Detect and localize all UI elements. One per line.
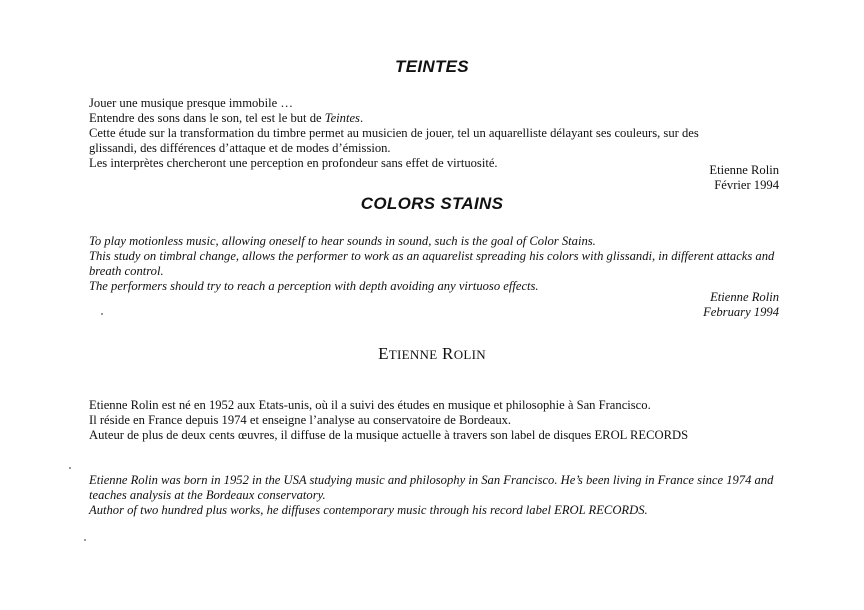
teintes-line-2 <box>89 111 779 126</box>
teintes-line-4: glissandi, des différences d’attaque et de modes d’émission. <box>89 141 391 155</box>
scan-speck <box>84 539 86 541</box>
biography-fr-line-1: Etienne Rolin est né en 1952 aux Etats-unis, où il a suivi des études en musique et philosophie à San Francisco. <box>89 398 651 412</box>
colors-stains-line-2: This study on timbral change, allows the performer to work as an aquarelist spreading his colors with glissandi, in different attacks and <box>89 249 775 263</box>
colors-stains-title: COLORS STAINS <box>360 194 504 213</box>
teintes-signature <box>709 163 779 193</box>
colors-stains-line-3: breath control. <box>89 264 164 278</box>
biography-en-line-2: teaches analysis at the Bordeaux conservatory. <box>89 488 326 502</box>
heading-last-rest: OLIN <box>453 347 486 362</box>
heading-last-cap: R <box>442 344 454 363</box>
teintes-signature-name: Etienne Rolin <box>709 163 779 177</box>
biography-heading <box>0 344 864 364</box>
biography-fr-line-3: Auteur de plus de deux cents œuvres, il diffuse de la musique actuelle à travers son label de disques EROL RECORDS <box>89 428 689 442</box>
biography-english <box>89 473 779 518</box>
colors-stains-signature-date: February 1994 <box>703 305 779 319</box>
scan-speck <box>101 313 103 315</box>
teintes-signature-date: Février 1994 <box>714 178 779 192</box>
biography-en-line-3: Author of two hundred plus works, he diffuses contemporary music through his record label EROL RECORDS. <box>89 503 648 517</box>
heading-first-cap: E <box>378 344 389 363</box>
heading-first-rest: TIENNE <box>388 347 438 362</box>
scan-speck <box>69 467 71 469</box>
biography-french <box>89 398 779 443</box>
colors-stains-signature <box>703 290 779 320</box>
biography-fr-line-2: Il réside en France depuis 1974 et enseigne l’analyse au conservatoire de Bordeaux. <box>89 413 512 427</box>
colors-stains-line-1: To play motionless music, allowing oneself to hear sounds in sound, such is the goal of Color Stains. <box>89 234 596 248</box>
teintes-line-1: Jouer une musique presque immobile … <box>89 96 293 110</box>
teintes-line-2-italic: Teintes <box>324 111 360 125</box>
colors-stains-signature-name: Etienne Rolin <box>710 290 779 304</box>
teintes-line-5: Les interprètes chercheront une perception en profondeur sans effet de virtuosité. <box>89 156 498 170</box>
teintes-line-2-suffix: . <box>359 111 364 125</box>
teintes-line-3: Cette étude sur la transformation du timbre permet au musicien de jouer, tel un aquarelliste délayant ses couleurs, sur des <box>89 126 699 140</box>
colors-stains-paragraph <box>89 234 779 294</box>
colors-stains-line-4: The performers should try to reach a perception with depth avoiding any virtuoso effects. <box>89 279 539 293</box>
biography-en-line-1: Etienne Rolin was born in 1952 in the USA studying music and philosophy in San Francisco. He’s been living in France since 1974 and <box>89 473 774 487</box>
teintes-title: TEINTES <box>395 57 469 76</box>
teintes-line-2-prefix: Entendre des sons dans le son, tel est le but de <box>89 111 325 125</box>
teintes-paragraph <box>89 96 779 171</box>
